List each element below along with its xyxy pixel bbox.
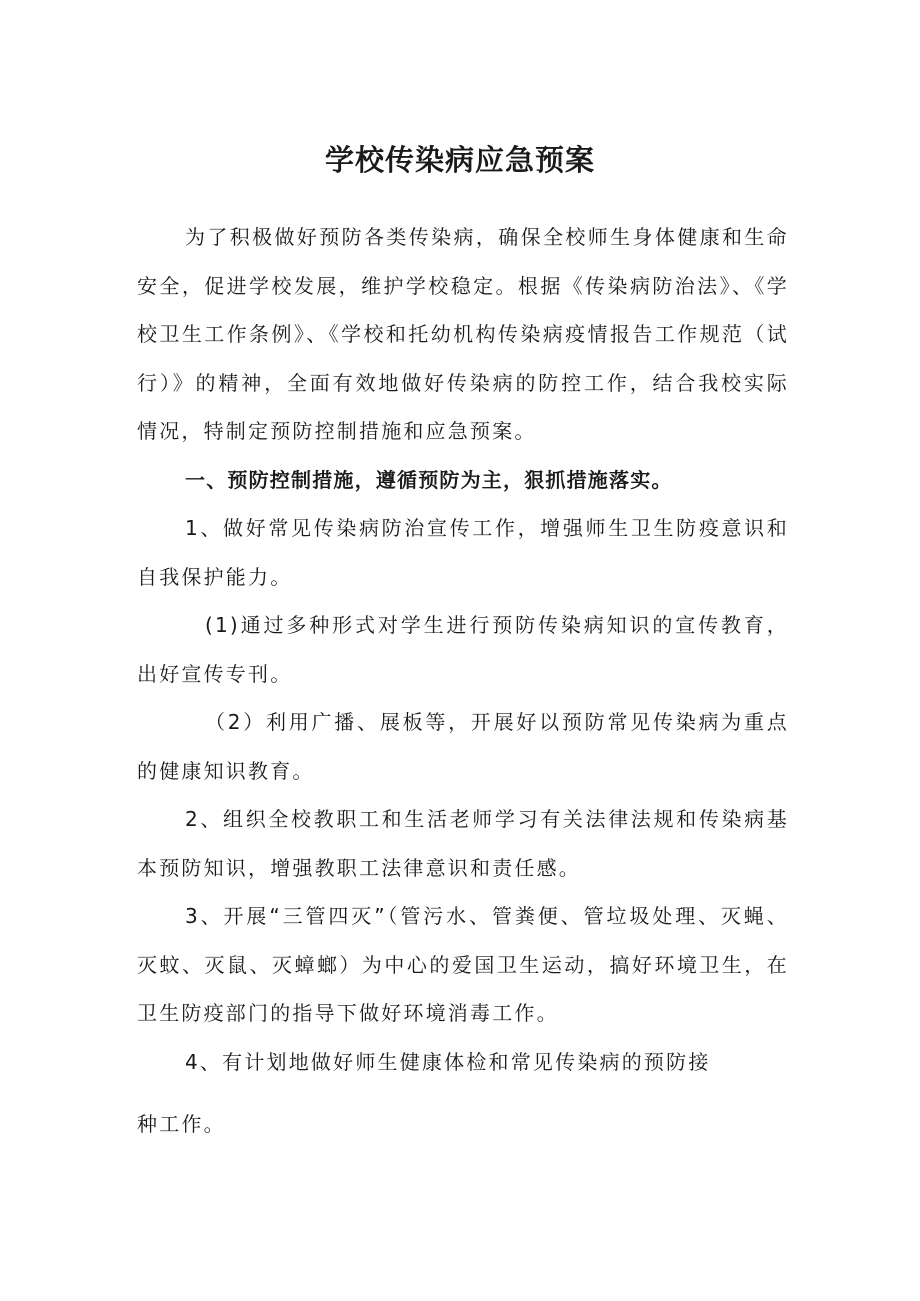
document-title: 学校传染病应急预案 — [324, 143, 595, 177]
section-1-heading: 一、预防控制措施，遵循预防为主，狠抓措施落实。 — [185, 467, 673, 492]
intro-paragraph: 为了积极做好预防各类传染病，确保全校师生身体健康和生命安全，促进学校发展，维护学校稳定。根据《传染病防治法》、《学校卫生工作条例》、《学校和托幼机构传染病疫情报告工作规范（试行）》的精神，全面有效地做好传染病的防控工作，结合我校实际情况，特制定预防控制措施和应急预案。 — [137, 225, 789, 443]
item-2-paragraph: 2、组织全校教职工和生活老师学习有关法律法规和传染病基本预防知识，增强教职工法律意识和责任感。 — [137, 807, 789, 880]
item-1-sub-1-paragraph: (1)通过多种形式对学生进行预防传染病知识的宣传教育，出好宣传专刊。 — [137, 613, 789, 686]
item-4-line-1: 4、有计划地做好师生健康体检和常见传染病的预防接 — [185, 1049, 711, 1074]
item-1-paragraph: 1、做好常见传染病防治宣传工作，增强师生卫生防疫意识和自我保护能力。 — [137, 516, 789, 589]
item-3-paragraph: 3、开展“三管四灭”（管污水、管粪便、管垃圾处理、灭蝇、灭蚊、灭鼠、灭蟑螂）为中心的爱国卫生运动，搞好环境卫生，在卫生防疫部门的指导下做好环境消毒工作。 — [137, 904, 789, 1025]
document-body — [137, 213, 789, 1149]
item-4-line-2: 种工作。 — [137, 1112, 226, 1136]
item-1-sub-2-paragraph: （2）利用广播、展板等，开展好以预防常见传染病为重点的健康知识教育。 — [137, 710, 789, 783]
